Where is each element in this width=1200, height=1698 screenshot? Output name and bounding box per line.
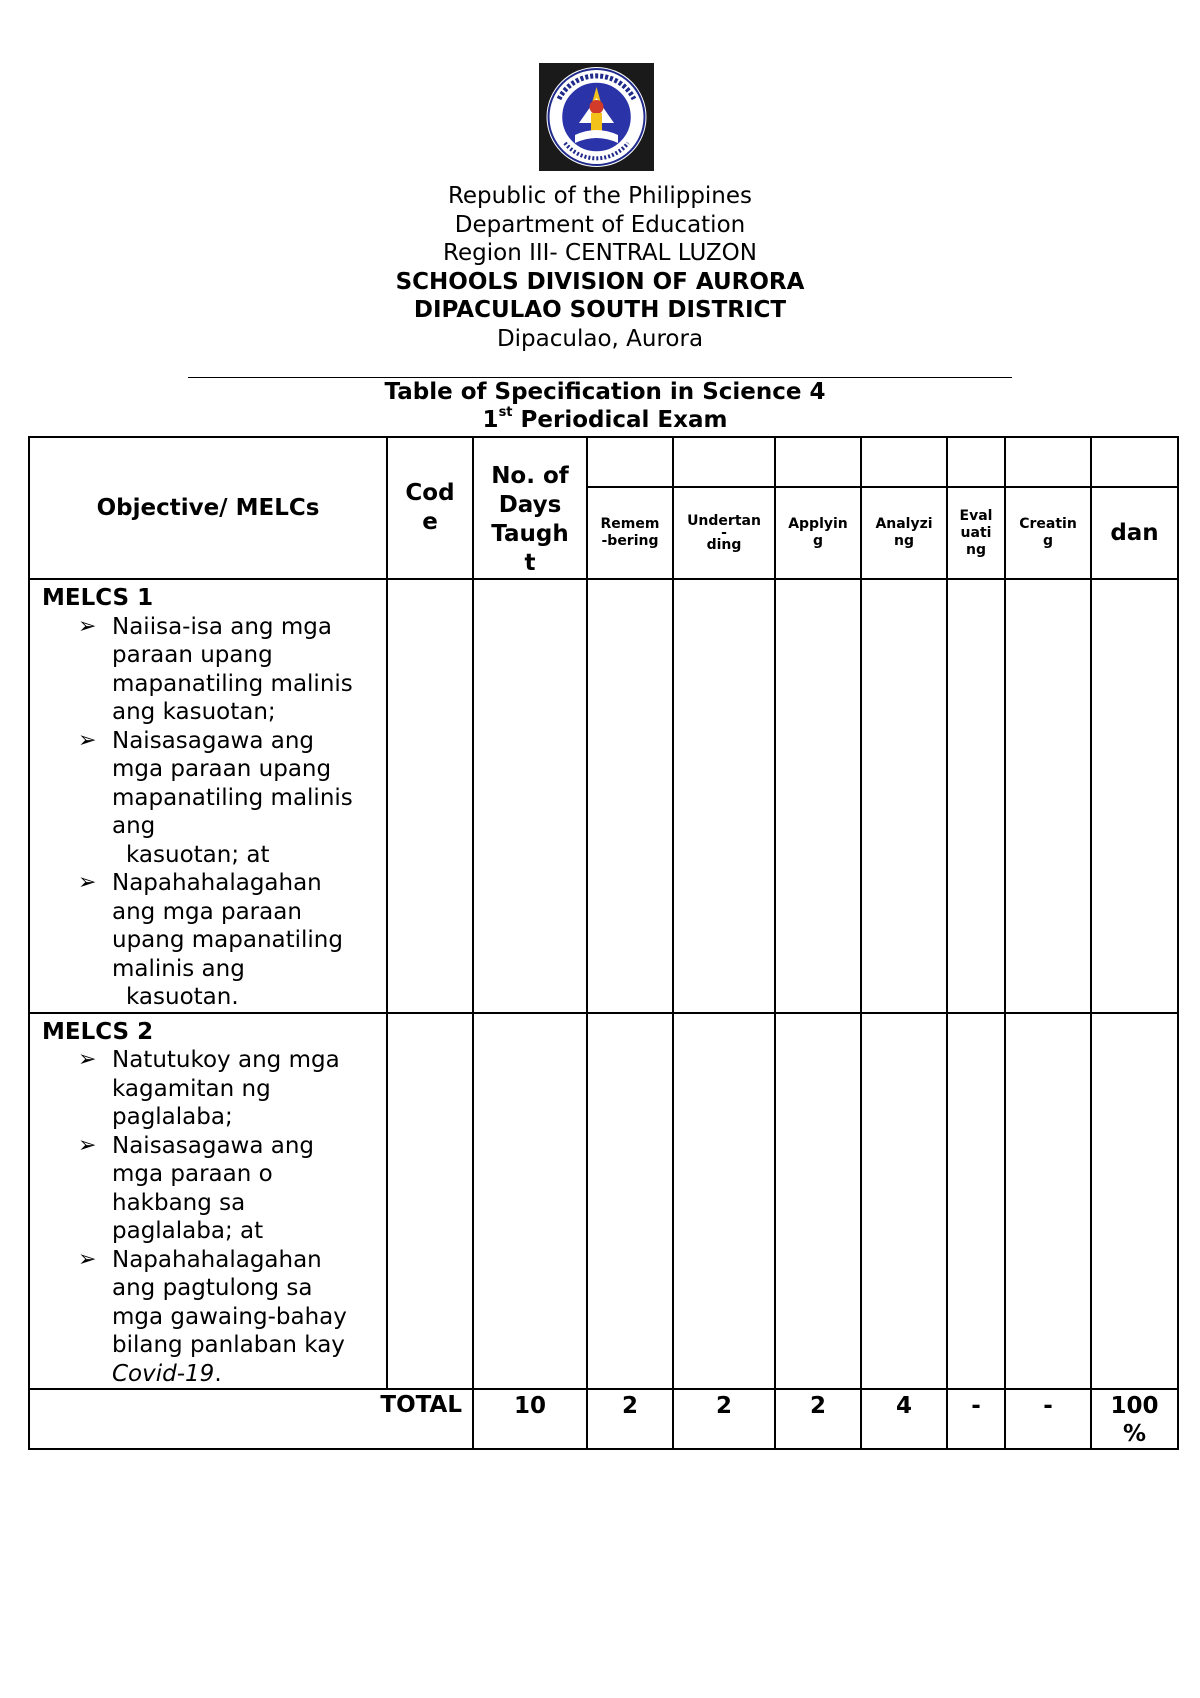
cell-empty: [473, 579, 587, 1013]
header-last: dan: [1091, 487, 1178, 579]
list-item-line: Napahahalagahan: [112, 1246, 322, 1273]
melc-1-cell: [29, 579, 387, 1013]
cell-empty: [673, 1013, 775, 1390]
cell-empty: [1005, 579, 1091, 1013]
header-days-line: Taugh: [491, 521, 569, 547]
header-applying-line: g: [812, 533, 824, 549]
cell-empty: [587, 579, 673, 1013]
list-item-line: Napahahalagahan: [112, 870, 322, 896]
cell-empty: [473, 1013, 587, 1390]
list-item-line: mapanatiling malinis: [112, 670, 353, 697]
cell-empty: [947, 1013, 1005, 1390]
melc-2-title: MELCS 2: [42, 1018, 154, 1045]
total-percent-line: 100: [1110, 1393, 1159, 1419]
header-blank: [587, 437, 673, 487]
table-row: [29, 1013, 1178, 1390]
header-evaluating: [947, 487, 1005, 579]
letterhead-department: Department of Education: [454, 211, 746, 238]
header-blank: [1091, 437, 1178, 487]
header-remembering: [587, 487, 673, 579]
letterhead-republic: Republic of the Philippines: [447, 183, 753, 209]
letterhead: [0, 182, 1200, 353]
total-percent: [1091, 1389, 1178, 1449]
list-item-line: ang kasuotan;: [112, 699, 276, 725]
header-evaluating-line: uati: [960, 524, 992, 541]
cell-empty: [587, 1013, 673, 1390]
melc-2-list: [42, 1046, 378, 1388]
header-creating-line: g: [1042, 533, 1054, 549]
header-code-line: e: [422, 509, 438, 535]
list-item-line: Naisasagawa ang: [112, 727, 315, 754]
header-days-line: No. of: [491, 463, 569, 489]
header-creating-line: Creatin: [1019, 516, 1077, 532]
header-understanding: [673, 487, 775, 579]
melc-2-cell: [29, 1013, 387, 1390]
cell-empty: [1091, 1013, 1178, 1390]
title-line-2: [0, 406, 1200, 434]
list-item-line: kasuotan.: [126, 984, 239, 1010]
list-item: [78, 1046, 378, 1132]
list-item: [78, 727, 378, 870]
list-item-line: mapanatiling malinis: [112, 784, 353, 811]
list-item-line: bilang panlaban kay: [112, 1332, 345, 1358]
list-item: [78, 1246, 378, 1389]
list-item-line: hakbang sa: [112, 1189, 246, 1216]
list-item-line: ang pagtulong sa: [112, 1275, 313, 1301]
header-days-line: t: [524, 550, 536, 576]
header-remembering-line: Remem: [600, 516, 660, 532]
cell-empty: [947, 579, 1005, 1013]
list-item-line: Naisasagawa ang: [112, 1132, 315, 1159]
list-item-line: mga gawaing-bahay: [112, 1303, 347, 1330]
total-remembering: 2: [587, 1389, 673, 1449]
total-percent-line: %: [1122, 1421, 1147, 1447]
cell-empty: [387, 579, 473, 1013]
header-blank: [947, 437, 1005, 487]
deped-seal-icon: [539, 63, 654, 171]
cell-empty: [775, 1013, 861, 1390]
list-item-line: kasuotan; at: [126, 841, 270, 868]
header-applying: [775, 487, 861, 579]
header-understanding-line: -: [721, 524, 727, 541]
document-title: [0, 378, 1200, 434]
list-item-line: paglalaba;: [112, 1104, 233, 1130]
list-item-line: mga paraan o: [112, 1161, 273, 1187]
melc-1-title: MELCS 1: [42, 585, 154, 611]
header-remembering-line: -bering: [601, 533, 659, 549]
header-evaluating-line: ng: [966, 541, 986, 558]
header-analyzing-line: ng: [894, 533, 914, 549]
header-understanding-line: Undertan: [687, 512, 761, 529]
total-evaluating: -: [947, 1389, 1005, 1449]
list-item-line: kagamitan ng: [112, 1075, 271, 1102]
arrow-bullet-icon: ➢: [78, 1047, 97, 1072]
total-understanding: 2: [673, 1389, 775, 1449]
list-item: [78, 613, 378, 727]
total-row: [29, 1389, 1178, 1449]
cell-empty: [1091, 579, 1178, 1013]
cell-empty: [861, 1013, 947, 1390]
title-line-1: Table of Specification in Science 4: [384, 379, 826, 405]
period-text: .: [214, 1360, 222, 1387]
arrow-bullet-icon: ➢: [78, 1246, 97, 1272]
arrow-bullet-icon: ➢: [78, 1132, 97, 1158]
header-code: [387, 437, 473, 579]
header-understanding-line: ding: [706, 536, 742, 553]
header-blank: [673, 437, 775, 487]
title-exam: Periodical Exam: [512, 407, 728, 433]
covid-italic-text: Covid-19: [112, 1360, 215, 1387]
letterhead-region: Region III- CENTRAL LUZON: [443, 240, 757, 266]
cell-empty: [673, 579, 775, 1013]
header-creating: [1005, 487, 1091, 579]
list-item-line: paraan upang: [112, 642, 273, 668]
header-days-line: Days: [498, 492, 562, 518]
total-applying: 2: [775, 1389, 861, 1449]
total-creating: -: [1005, 1389, 1091, 1449]
header-code-line: Cod: [405, 480, 455, 506]
cell-empty: [387, 1013, 473, 1390]
list-item: [78, 869, 378, 1012]
header-days-taught: [473, 437, 587, 579]
arrow-bullet-icon: ➢: [78, 613, 97, 639]
header-applying-line: Applyin: [788, 516, 848, 532]
arrow-bullet-icon: ➢: [78, 727, 97, 753]
cell-empty: [775, 579, 861, 1013]
melc-1-list: [42, 613, 378, 1012]
list-item-line: Naiisa-isa ang mga: [112, 613, 332, 640]
header-analyzing-line: Analyzi: [875, 516, 933, 532]
list-item: [78, 1132, 378, 1246]
header-blank: [861, 437, 947, 487]
list-item-line: Natutukoy ang mga: [112, 1047, 340, 1073]
list-item-line: [112, 1360, 378, 1389]
list-item-line: malinis ang: [112, 955, 245, 982]
cell-empty: [861, 579, 947, 1013]
letterhead-division: SCHOOLS DIVISION OF AURORA: [395, 268, 805, 295]
specification-table: [28, 436, 1179, 1450]
letterhead-location: Dipaculao, Aurora: [496, 325, 704, 352]
title-ordinal: 1: [482, 407, 499, 433]
total-analyzing: 4: [861, 1389, 947, 1449]
header-blank: [1005, 437, 1091, 487]
list-item-line: paglalaba; at: [112, 1218, 264, 1244]
list-item-line: mga paraan upang: [112, 756, 332, 782]
header-blank: [775, 437, 861, 487]
arrow-bullet-icon: ➢: [78, 870, 97, 895]
header-evaluating-line: Eval: [959, 507, 993, 524]
table-row: [29, 579, 1178, 1013]
header-objective: Objective/ MELCs: [29, 437, 387, 579]
list-item-line: ang mga paraan: [112, 898, 302, 925]
cell-empty: [1005, 1013, 1091, 1390]
total-days: 10: [473, 1389, 587, 1449]
total-label: TOTAL: [29, 1389, 473, 1449]
list-item-line: ang: [112, 813, 156, 839]
title-ordinal-suffix: st: [498, 405, 513, 421]
header-analyzing: [861, 487, 947, 579]
list-item-line: upang mapanatiling: [112, 927, 343, 953]
letterhead-district: DIPACULAO SOUTH DISTRICT: [413, 297, 787, 323]
